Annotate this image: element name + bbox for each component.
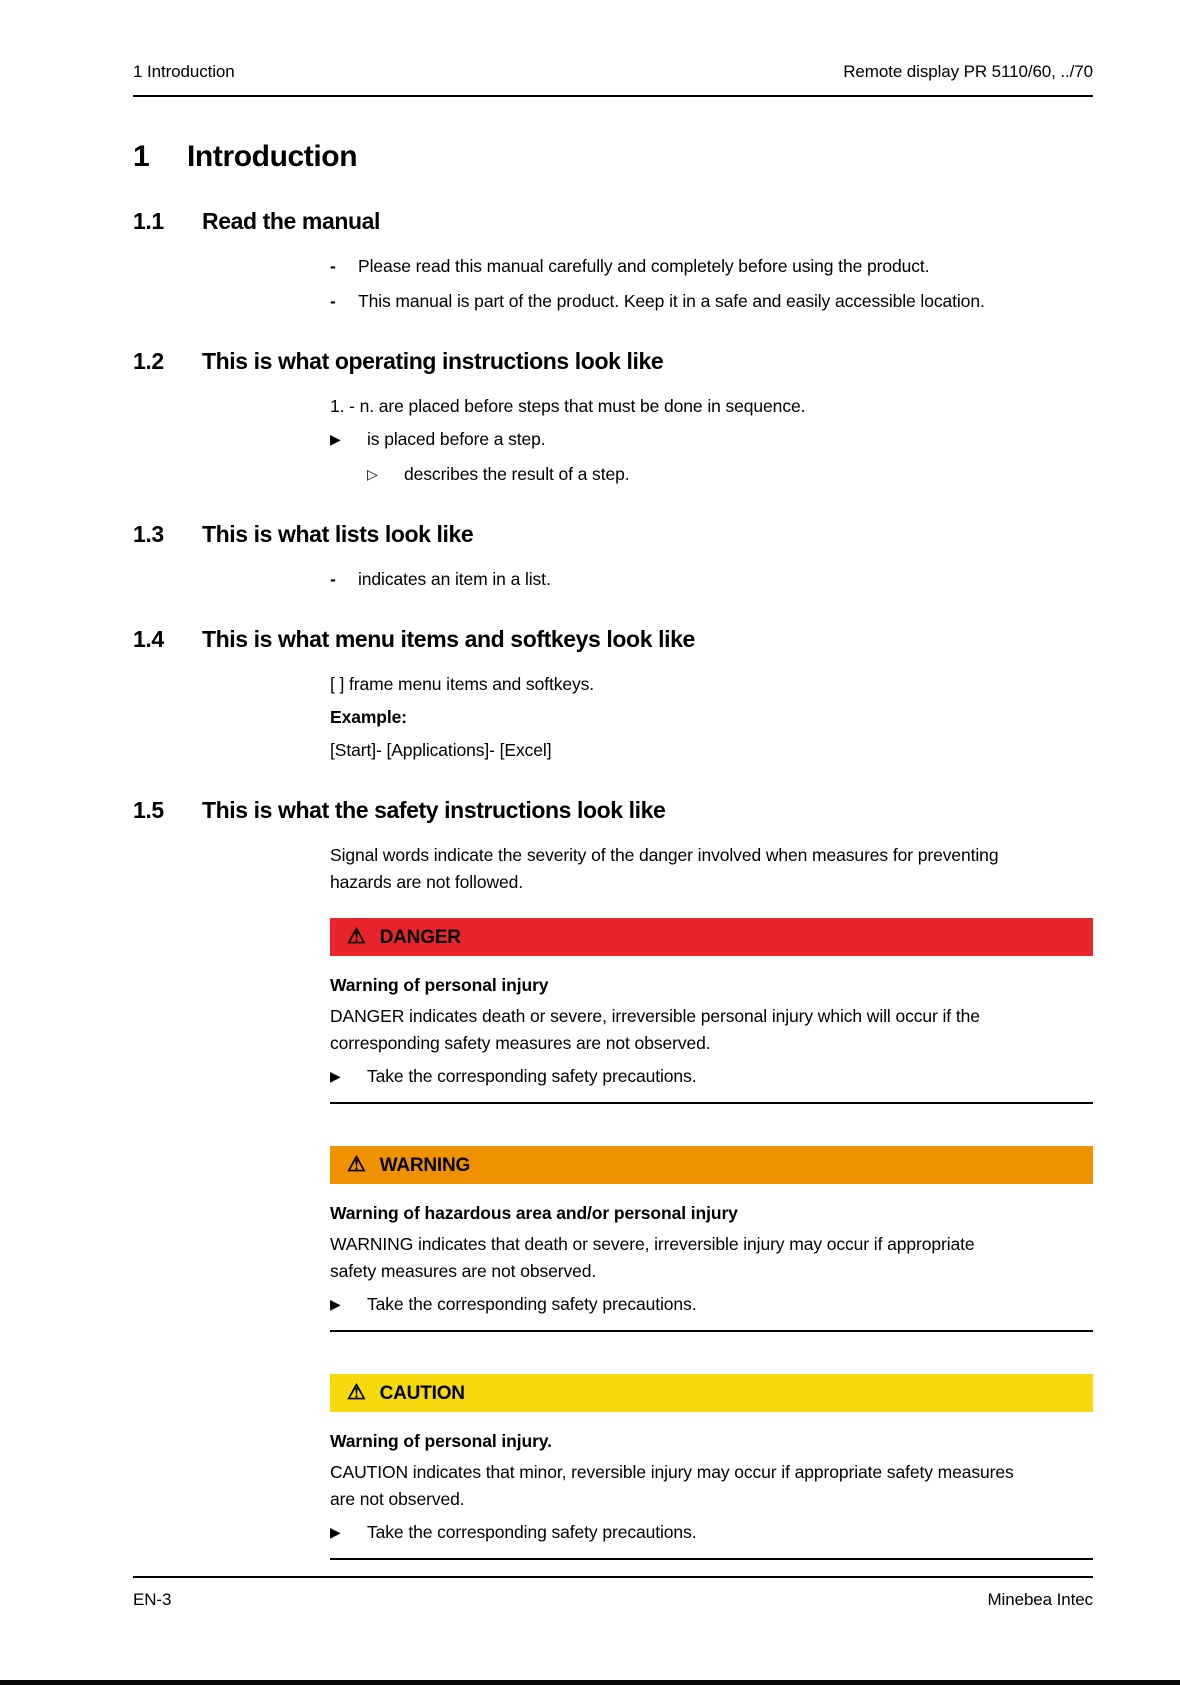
chapter-title xyxy=(133,139,1093,175)
section-number: 1.4 xyxy=(133,626,164,652)
safety-box-action xyxy=(330,1063,1093,1090)
dash-bullet: - xyxy=(330,291,336,311)
list-item xyxy=(330,253,1093,280)
filled-triangle-icon: ▶ xyxy=(330,1068,341,1084)
safety-box-title: Warning of personal injury xyxy=(330,975,549,995)
dash-bullet: - xyxy=(330,569,336,589)
warning-triangle-icon: ⚠ xyxy=(347,1152,366,1176)
safety-box-title: Warning of personal injury. xyxy=(330,1431,552,1451)
chapter-title-text: Introduction xyxy=(187,140,358,173)
list-item xyxy=(330,566,1093,593)
danger-box xyxy=(330,918,1093,1104)
example-label: Example: xyxy=(330,707,408,727)
filled-triangle-icon: ▶ xyxy=(330,431,341,447)
section-heading-1-3 xyxy=(133,520,1093,548)
header-product-label: Remote display PR 5110/60, ../70 xyxy=(843,62,1093,81)
header-chapter-label: 1 Introduction xyxy=(133,62,235,81)
section-heading-text: This is what menu items and softkeys look like xyxy=(202,626,695,652)
section-number: 1.3 xyxy=(133,521,164,547)
safety-box-title: Warning of hazardous area and/or personal injury xyxy=(330,1203,738,1223)
step-item-text: is placed before a step. xyxy=(367,429,546,449)
list-item xyxy=(330,288,1093,315)
warning-box xyxy=(330,1146,1093,1332)
list-item-text: This manual is part of the product. Keep it in a safe and easily accessible location. xyxy=(358,291,985,311)
section-heading-text: Read the manual xyxy=(202,208,381,234)
warning-label: WARNING xyxy=(379,1154,471,1176)
result-item-text: describes the result of a step. xyxy=(404,464,630,484)
safety-box-action xyxy=(330,1519,1093,1546)
danger-label: DANGER xyxy=(379,926,461,948)
safety-action-text: Take the corresponding safety precautions. xyxy=(367,1294,697,1314)
result-item xyxy=(367,461,1093,488)
dash-bullet: - xyxy=(330,256,336,276)
section-number: 1.5 xyxy=(133,797,164,823)
safety-intro-paragraph: Signal words indicate the severity of the danger involved when measures for preventing hazards are not followed. xyxy=(330,845,999,892)
danger-banner xyxy=(330,918,1093,956)
section-heading-1-1 xyxy=(133,207,1093,235)
section-1-5-content xyxy=(330,842,1093,1560)
footer-page-number: EN-3 xyxy=(133,1590,172,1609)
page-header xyxy=(133,0,1093,97)
section-1-2-content xyxy=(330,393,1093,488)
footer-company-name: Minebea Intec xyxy=(987,1590,1093,1609)
section-heading-text: This is what lists look like xyxy=(202,521,474,547)
section-heading-1-5 xyxy=(133,796,1093,824)
open-triangle-icon: ▷ xyxy=(367,466,378,482)
warning-triangle-icon: ⚠ xyxy=(347,924,366,948)
chapter-number: 1 xyxy=(133,140,150,173)
example-path: [Start]- [Applications]- [Excel] xyxy=(330,740,552,760)
list-item-text: Please read this manual carefully and completely before using the product. xyxy=(358,256,930,276)
page-footer xyxy=(133,1576,1093,1610)
warning-banner xyxy=(330,1146,1093,1184)
section-1-4-content xyxy=(330,671,1093,764)
caution-label: CAUTION xyxy=(379,1382,465,1404)
step-item xyxy=(330,426,1093,453)
section-heading-text: This is what the safety instructions look like xyxy=(202,797,666,823)
warning-triangle-icon: ⚠ xyxy=(347,1380,366,1404)
body-paragraph: [ ] frame menu items and softkeys. xyxy=(330,674,595,694)
section-heading-1-4 xyxy=(133,625,1093,653)
safety-box-body: CAUTION indicates that minor, reversible injury may occur if appropriate safety measures are not observed. xyxy=(330,1462,1014,1509)
section-heading-1-2 xyxy=(133,347,1093,375)
section-number: 1.2 xyxy=(133,348,164,374)
filled-triangle-icon: ▶ xyxy=(330,1296,341,1312)
section-number: 1.1 xyxy=(133,208,164,234)
list-item-text: indicates an item in a list. xyxy=(358,569,551,589)
bottom-edge-bar xyxy=(0,1680,1180,1685)
caution-banner xyxy=(330,1374,1093,1412)
safety-box-body: WARNING indicates that death or severe, irreversible injury may occur if appropriate safety measures are not observed. xyxy=(330,1234,975,1281)
safety-box-action xyxy=(330,1291,1093,1318)
caution-box xyxy=(330,1374,1093,1560)
section-1-3-content xyxy=(330,566,1093,593)
section-1-1-content xyxy=(330,253,1093,315)
safety-action-text: Take the corresponding safety precautions. xyxy=(367,1522,697,1542)
safety-action-text: Take the corresponding safety precautions. xyxy=(367,1066,697,1086)
safety-box-body: DANGER indicates death or severe, irreversible personal injury which will occur if the corresponding safety measures are not observed. xyxy=(330,1006,980,1053)
filled-triangle-icon: ▶ xyxy=(330,1524,341,1540)
section-heading-text: This is what operating instructions look like xyxy=(202,348,664,374)
body-paragraph: 1. - n. are placed before steps that must be done in sequence. xyxy=(330,396,806,416)
